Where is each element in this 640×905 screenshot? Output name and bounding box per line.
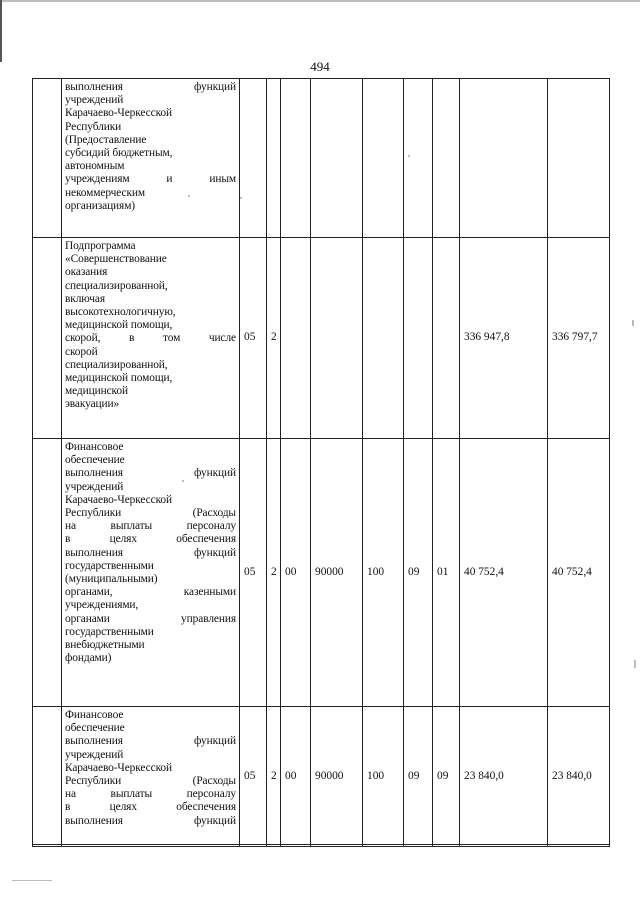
expense-name-line: Подпрограмма [65, 240, 136, 252]
expense-name-line: Финансовое [65, 441, 124, 453]
expense-type-cell [363, 79, 404, 238]
row-number-cell [33, 238, 62, 439]
direction-code-cell: 90000 [311, 707, 363, 847]
expense-name-cell [62, 238, 240, 439]
expense-name-line: Республики [65, 120, 122, 133]
table-row [33, 238, 610, 439]
section-cell: 09 [404, 439, 433, 707]
scan-speck [188, 195, 190, 197]
subprogram-code-cell: 2 [267, 707, 281, 847]
expense-name-line: обеспечение [65, 454, 125, 467]
expense-name-line: организациям) [65, 199, 135, 212]
expense-type-cell [363, 238, 404, 439]
scan-speck [240, 197, 242, 199]
expense-name-line: учреждений [65, 748, 124, 761]
expense-name-line: субсидий бюджетным, [65, 147, 173, 160]
page-number: 494 [310, 59, 330, 74]
direction-code-cell: 90000 [311, 439, 363, 707]
expense-name-line: (Предоставление [65, 133, 147, 146]
amount-year2-cell: 336 797,7 [548, 238, 610, 439]
table-row [33, 79, 610, 238]
expense-name-line: учреждений [65, 480, 124, 493]
expense-name-line: «Совершенствование [65, 253, 167, 266]
amount-year1-cell: 23 840,0 [460, 707, 548, 847]
expense-name-line: некоммерческим [65, 186, 146, 199]
expense-name-line: (муниципальными) [65, 573, 158, 586]
expense-name-line: внебюджетными [65, 639, 145, 652]
expense-name-line: Республики (Расходы [65, 775, 236, 788]
row-number-cell [33, 79, 62, 238]
row-number-cell [33, 439, 62, 707]
expense-name-line: выполнения функций [65, 467, 236, 480]
subprogram-code-cell: 2 [267, 238, 281, 439]
expense-name-cell [62, 439, 240, 707]
expense-name-cell [62, 707, 240, 847]
amount-year2-cell [548, 79, 610, 238]
expense-name-line: фондами) [65, 652, 112, 665]
expense-name-line: органами управления [65, 612, 236, 625]
expense-name-line: учреждений [65, 94, 124, 107]
expense-name-line: оказания [65, 266, 108, 279]
expense-name-line: выполнения функций [65, 814, 236, 827]
expense-name-line: Финансовое [65, 709, 124, 721]
amount-year1-cell: 40 752,4 [460, 439, 548, 707]
section-cell [404, 238, 433, 439]
expense-name-line: выполнения функций [65, 546, 236, 559]
scan-speck [634, 660, 636, 668]
expense-name-line: Карачаево-Черкесской [65, 493, 173, 506]
subsection-cell: 01 [433, 439, 460, 707]
expense-name-line: органами, казенными [65, 586, 236, 599]
expense-name-line: на выплаты персоналу [65, 520, 236, 533]
direction-code-cell [311, 79, 363, 238]
subsection-cell [433, 238, 460, 439]
expense-name-line: в целях обеспечения [65, 533, 236, 546]
subsection-cell: 09 [433, 707, 460, 847]
expense-name-line: государственными [65, 559, 154, 572]
expense-name-line: обеспечение [65, 722, 125, 735]
table-row [33, 707, 610, 847]
scan-edge-top [0, 0, 640, 2]
expense-name-line: медицинской помощи, [65, 372, 173, 385]
direction-code-cell [311, 238, 363, 439]
expense-name-line: Республики (Расходы [65, 507, 236, 520]
scan-speck [632, 320, 634, 326]
scan-edge-left [0, 0, 2, 62]
expense-name-line: включая [65, 292, 105, 305]
activity-type-cell: 00 [281, 707, 311, 847]
expense-name-line: Карачаево-Черкесской [65, 107, 173, 120]
expense-name-line: государственными [65, 625, 154, 638]
program-code-cell: 05 [240, 238, 267, 439]
expense-name-line: автономным [65, 160, 125, 173]
budget-table [32, 78, 610, 847]
program-code-cell: 05 [240, 707, 267, 847]
section-cell: 09 [404, 707, 433, 847]
subprogram-code-cell [267, 79, 281, 238]
expense-name-line: на выплаты персоналу [65, 788, 236, 801]
expense-name-line: учреждениями, [65, 599, 139, 612]
scan-speck [12, 880, 52, 881]
expense-name-line: медицинской [65, 385, 128, 398]
expense-name-line: учреждениям и иным [65, 173, 236, 186]
table-body [33, 79, 610, 847]
row-number-cell [33, 707, 62, 847]
amount-year2-cell: 23 840,0 [548, 707, 610, 847]
expense-name-line: выполнения функций [65, 735, 236, 748]
expense-name-line: в целях обеспечения [65, 801, 236, 814]
activity-type-cell [281, 238, 311, 439]
expense-name-line: эвакуации» [65, 398, 120, 411]
subprogram-code-cell: 2 [267, 439, 281, 707]
section-cell [404, 79, 433, 238]
expense-type-cell: 100 [363, 707, 404, 847]
expense-name-line: Карачаево-Черкесской [65, 761, 173, 774]
scan-speck [408, 155, 410, 157]
expense-name-line: скорой [65, 345, 98, 358]
amount-year1-cell: 336 947,8 [460, 238, 548, 439]
amount-year1-cell [460, 79, 548, 238]
amount-year2-cell: 40 752,4 [548, 439, 610, 707]
activity-type-cell [281, 79, 311, 238]
expense-name-line: скорой, в том числе [65, 332, 236, 345]
expense-name-line: специализированной, [65, 358, 168, 371]
expense-name-cell [62, 79, 240, 238]
table-cut-edge [32, 844, 609, 845]
activity-type-cell: 00 [281, 439, 311, 707]
expense-name-line: выполнения функций [65, 81, 236, 93]
expense-type-cell: 100 [363, 439, 404, 707]
program-code-cell: 05 [240, 439, 267, 707]
program-code-cell [240, 79, 267, 238]
expense-name-line: высокотехнологичную, [65, 306, 176, 319]
table-row [33, 439, 610, 707]
scan-speck [182, 480, 184, 482]
subsection-cell [433, 79, 460, 238]
expense-name-line: медицинской помощи, [65, 319, 173, 332]
expense-name-line: специализированной, [65, 279, 168, 292]
